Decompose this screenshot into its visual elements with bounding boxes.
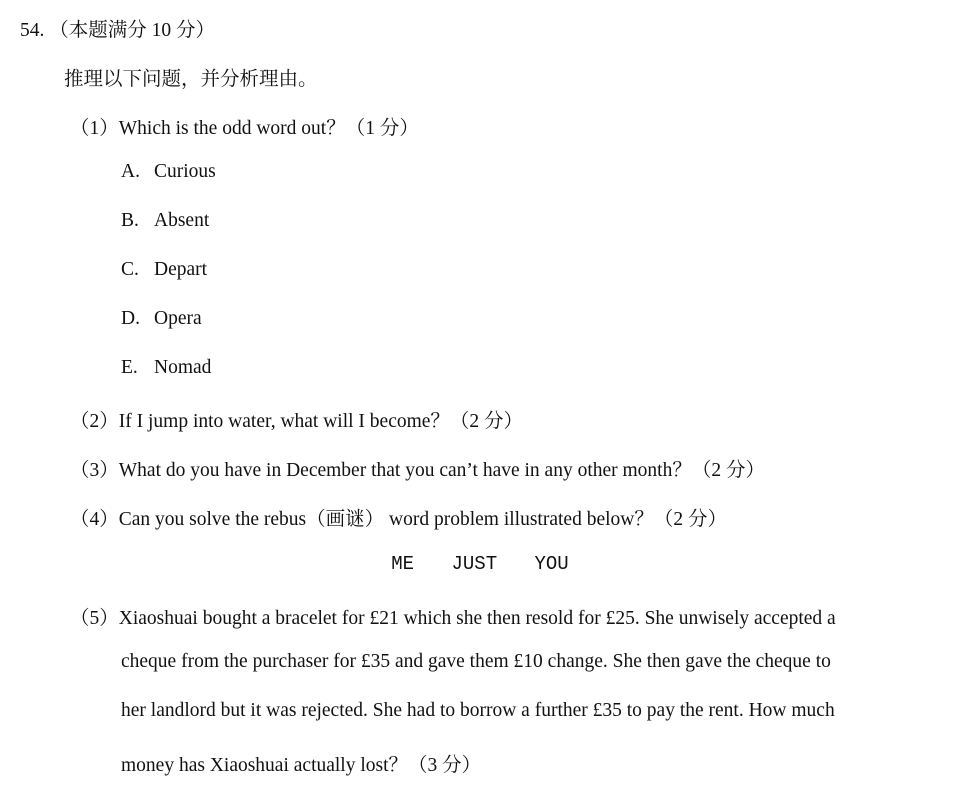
question-header xyxy=(20,14,215,42)
option-word: Depart xyxy=(154,259,208,280)
part-1 xyxy=(70,112,419,140)
option-word: Opera xyxy=(154,308,202,329)
option-e xyxy=(121,357,211,379)
option-letter: C. xyxy=(121,259,139,280)
option-letter: D. xyxy=(121,308,140,329)
option-d xyxy=(121,308,202,330)
option-c xyxy=(121,259,207,281)
option-letter: E. xyxy=(121,357,138,378)
option-letter: B. xyxy=(121,210,139,231)
part-5-line-3: her landlord but it was rejected. She had to borrow a further £35 to pay the rent. How much xyxy=(121,700,835,721)
part-5-line-4: money has Xiaoshuai actually lost？（3 分） xyxy=(121,755,482,776)
rebus-word-3: YOU xyxy=(534,553,569,575)
part-5-line-2: cheque from the purchaser for £35 and gave them £10 change. She then gave the cheque to xyxy=(121,651,831,672)
rebus-puzzle xyxy=(0,553,960,575)
part-3-text: What do you have in December that you can’t have in any other month？（2 分） xyxy=(118,460,765,481)
option-word: Curious xyxy=(154,161,216,182)
option-word: Absent xyxy=(154,210,210,231)
part-4 xyxy=(70,503,727,531)
rebus-word-1: ME xyxy=(391,553,415,575)
part-5 xyxy=(70,602,836,630)
part-2 xyxy=(70,405,523,433)
part-5-line-1: Xiaoshuai bought a bracelet for £21 which she then resold for £25. She unwisely accepted a xyxy=(118,608,836,629)
instruction-text: 推理以下问题，并分析理由。 xyxy=(64,69,318,90)
question-number: 54. xyxy=(20,20,45,41)
part-2-text: If I jump into water, what will I become？（2 分） xyxy=(118,411,524,432)
part-5-label: （5） xyxy=(70,608,119,629)
rebus-word-2: JUST xyxy=(451,553,498,575)
option-word: Nomad xyxy=(154,357,212,378)
part-1-text: Which is the odd word out？（1 分） xyxy=(118,118,419,139)
part-2-label: （2） xyxy=(70,411,119,432)
option-letter: A. xyxy=(121,161,140,182)
part-3-label: （3） xyxy=(70,460,119,481)
points-note: （本题满分 10 分） xyxy=(49,20,216,41)
part-3 xyxy=(70,454,765,482)
part-1-label: （1） xyxy=(70,118,119,139)
option-a xyxy=(121,161,216,183)
part-4-text: Can you solve the rebus（画谜） word problem illustrated below？（2 分） xyxy=(118,509,727,530)
option-b xyxy=(121,210,209,232)
part-4-label: （4） xyxy=(70,509,119,530)
